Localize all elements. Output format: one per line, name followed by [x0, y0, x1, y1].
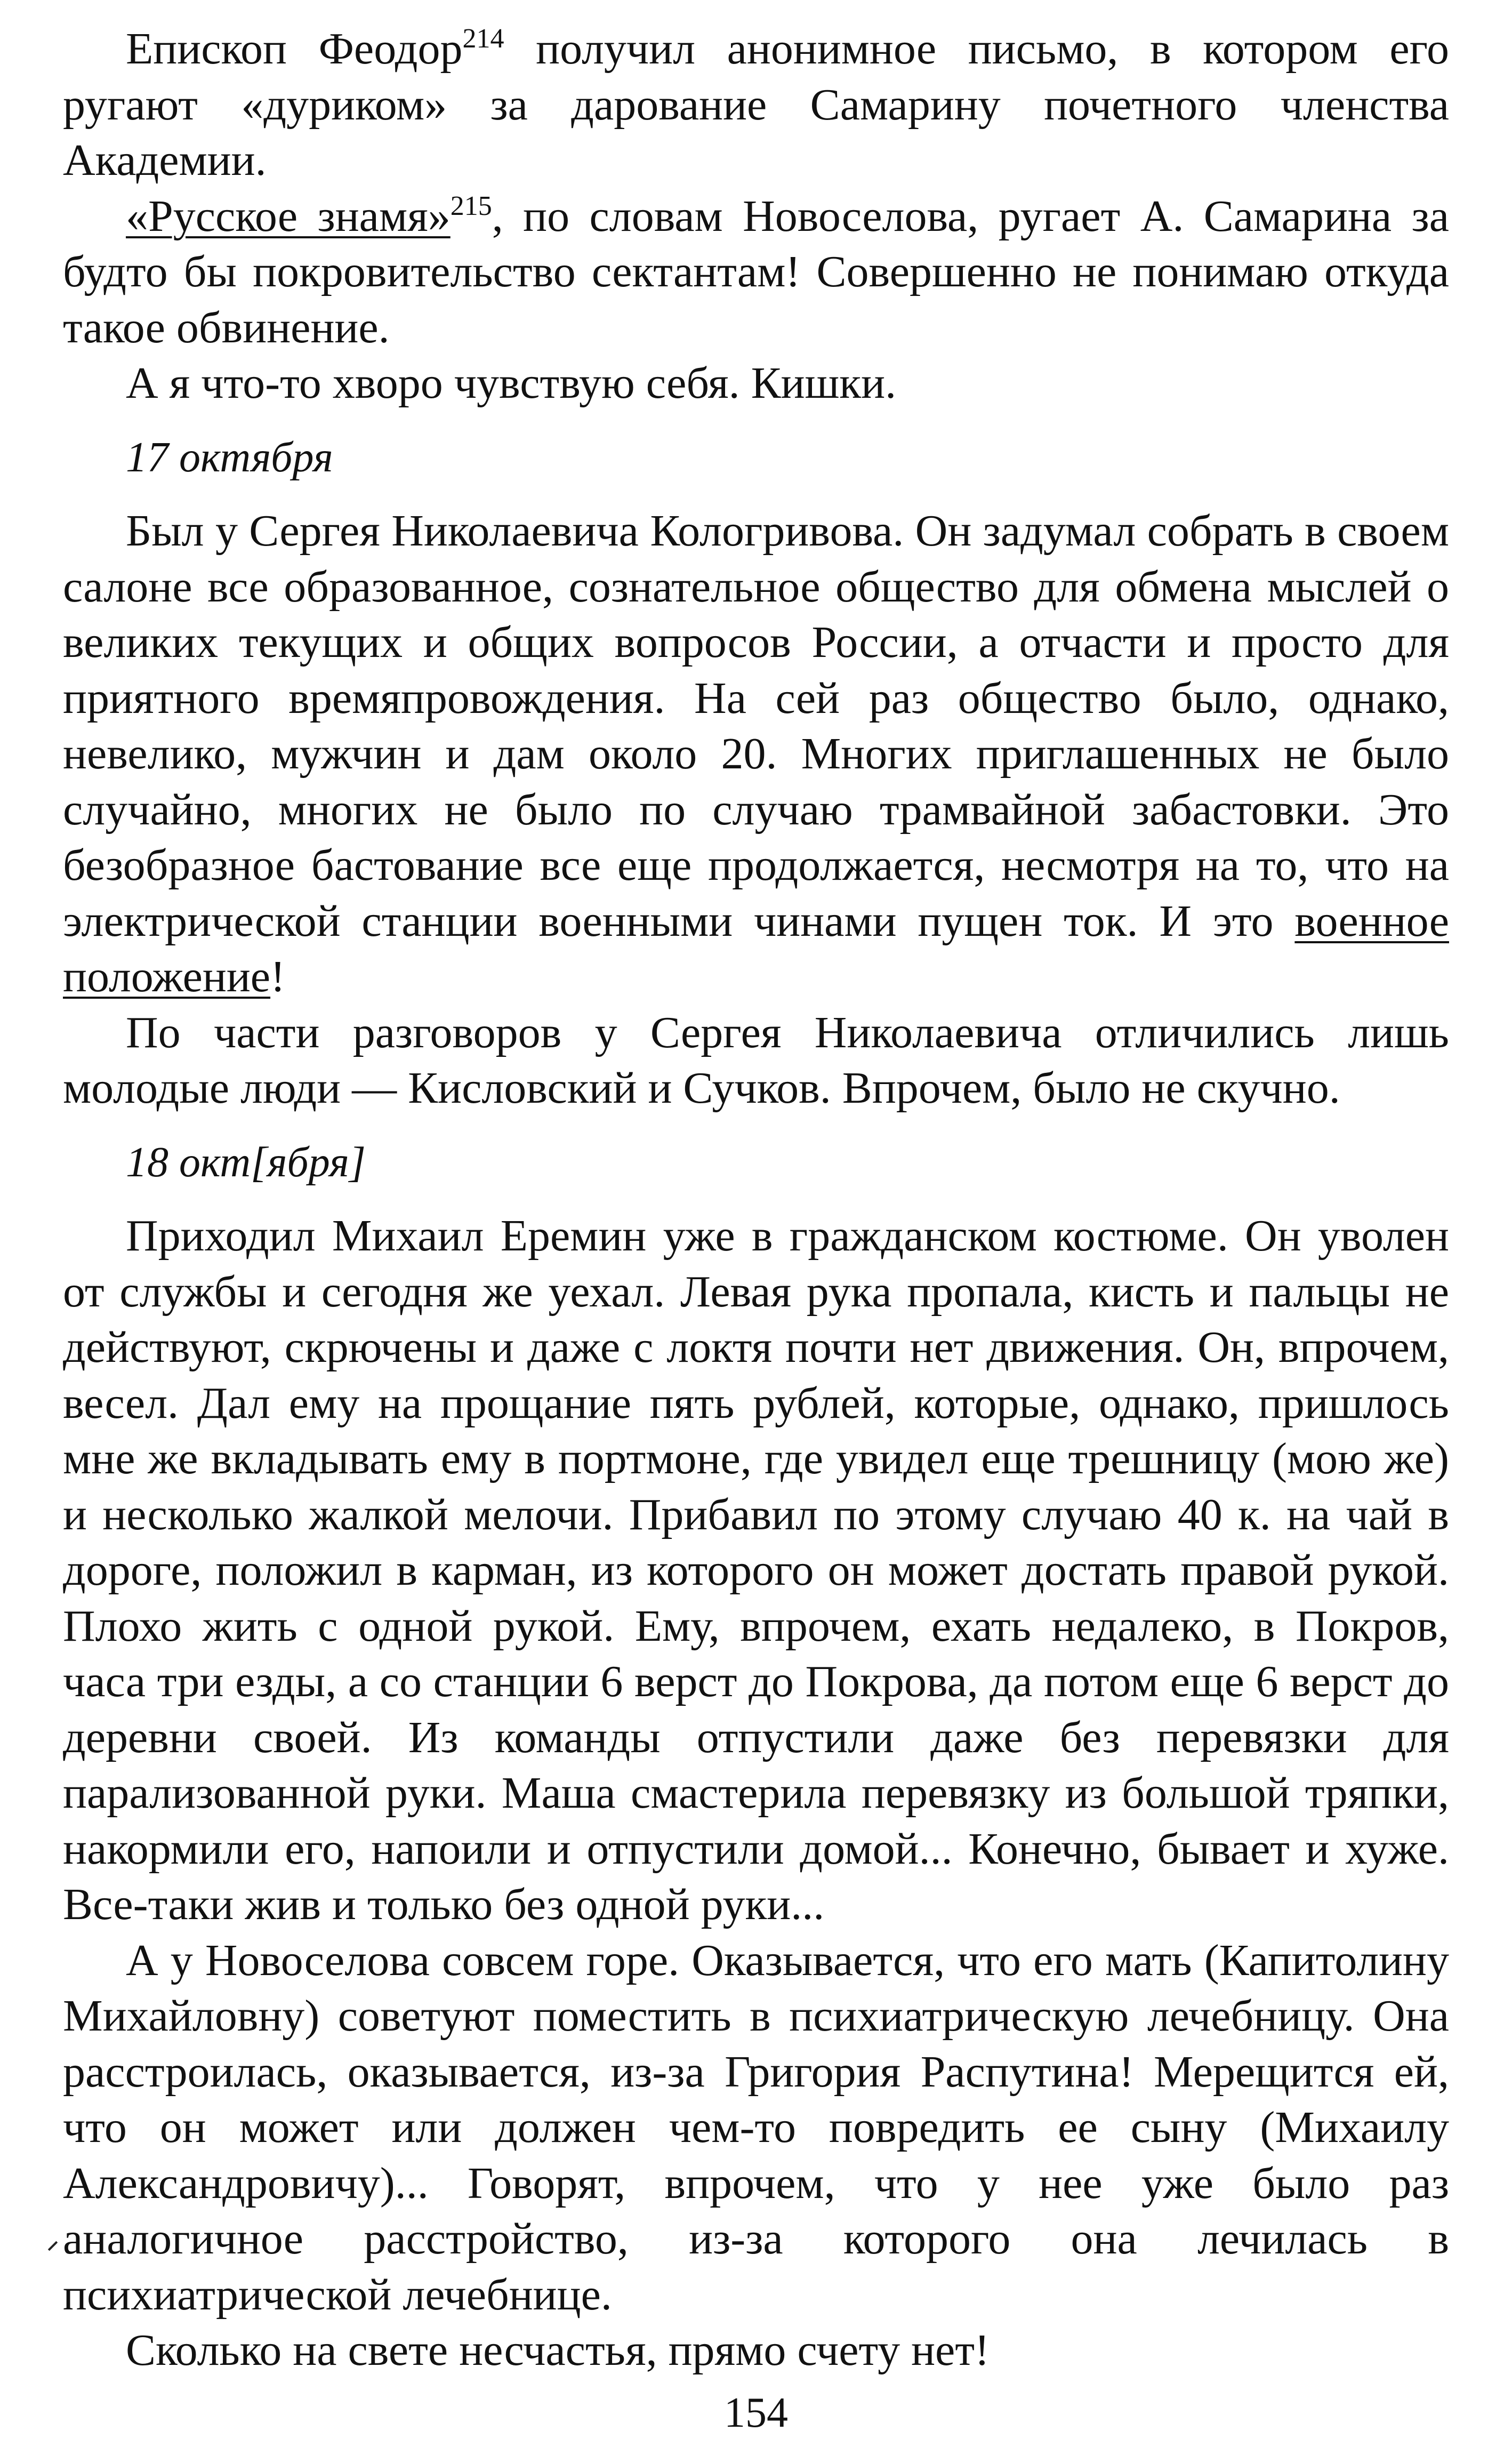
margin-pencil-mark — [48, 2241, 58, 2251]
paragraph-text: Был у Сергея Николаевича Кологривова. Он задумал собрать в своем салоне все образованное, сознательное общество для обмена мыслей о великих текущих и общих вопросов России, а отчасти и просто для приятного времяпровождения. На сей раз общество было, однако, невелико, мужчин и дам около 20. Многих приглашенных не было случайно, многих не было по случаю трамвайной забастовки. Это безобразное бастование все еще продолжается, несмотря на то, что на электрической станции военными чинами пущен ток. И это — [63, 506, 1449, 946]
paragraph-3: А я что-то хворо чувствую себя. Кишки. — [126, 358, 897, 408]
footnote-ref-215[interactable]: 215 — [450, 190, 492, 221]
paragraph-text: ! — [270, 952, 286, 1001]
underlined-title: «Русское знамя» — [126, 191, 451, 241]
paragraph-text: Епископ Феодор — [126, 24, 463, 74]
paragraph-text: получил анонимное письмо, в котором его ругают «дуриком» за дарование Самарину почетного членства Академии. — [63, 24, 1450, 185]
entry-date-17-october: 17 октября — [126, 434, 333, 481]
paragraph-5: По части разговоров у Сергея Николаевича отличились лишь молодые люди — Кисловский и Сучков. Впрочем, было не скучно. — [63, 1007, 1449, 1113]
paragraph-7: А у Новоселова совсем горе. Оказывается, что его мать (Капитолину Михайловну) советуют поместить в психиатрическую лечебницу. Она расстроилась, оказывается, из-за Григория Распутина! Мерещится ей, что он может или должен чем-то повредить ее сыну (Михаилу Александровичу)... Говорят, впрочем, что у нее уже было раз аналогичное расстройство, из-за которого она лечилась в психиатрической лечебнице. — [63, 1935, 1449, 2320]
paragraph-2 — [63, 189, 1449, 356]
page-number: 154 — [724, 2389, 788, 2436]
paragraph-1 — [63, 21, 1449, 189]
paragraph-8: Сколько на свете несчастья, прямо счету нет! — [126, 2325, 990, 2375]
footnote-ref-214[interactable]: 214 — [462, 23, 504, 54]
page-body — [63, 21, 1449, 2379]
underlined-phrase: военное положение — [63, 896, 1449, 1001]
paragraph-6: Приходил Михаил Еремин уже в гражданском костюме. Он уволен от службы и сегодня же уехал. Левая рука пропала, кисть и пальцы не действуют, скрючены и даже с локтя почти нет движения. Он, впрочем, весел. Дал ему на прощание пять рублей, которые, однако, пришлось мне же вкладывать ему в портмоне, где увидел еще трешницу (мою же) и несколько жалкой мелочи. Прибавил по этому случаю 40 к. на чай в дороге, положил в карман, из которого он может достать правой рукой. Плохо жить с одной рукой. Ему, впрочем, ехать недалеко, в Покров, часа три езды, а со станции 6 верст до Покрова, да потом еще 6 верст до деревни своей. Из команды отпустили даже без перевязки для парализованной руки. Маша смастерила перевязку из большой тряпки, накормили его, напоили и отпустили домой... Конечно, бывает и хуже. Все-таки жив и только без одной руки... — [63, 1211, 1449, 1929]
entry-date-18-october: 18 окт[ября] — [126, 1138, 366, 1186]
paragraph-text: , по словам Новоселова, ругает А. Самарина за будто бы покровительство сектантам! Совершенно не понимаю откуда такое обвинение. — [63, 191, 1449, 352]
paragraph-4 — [63, 503, 1449, 1005]
